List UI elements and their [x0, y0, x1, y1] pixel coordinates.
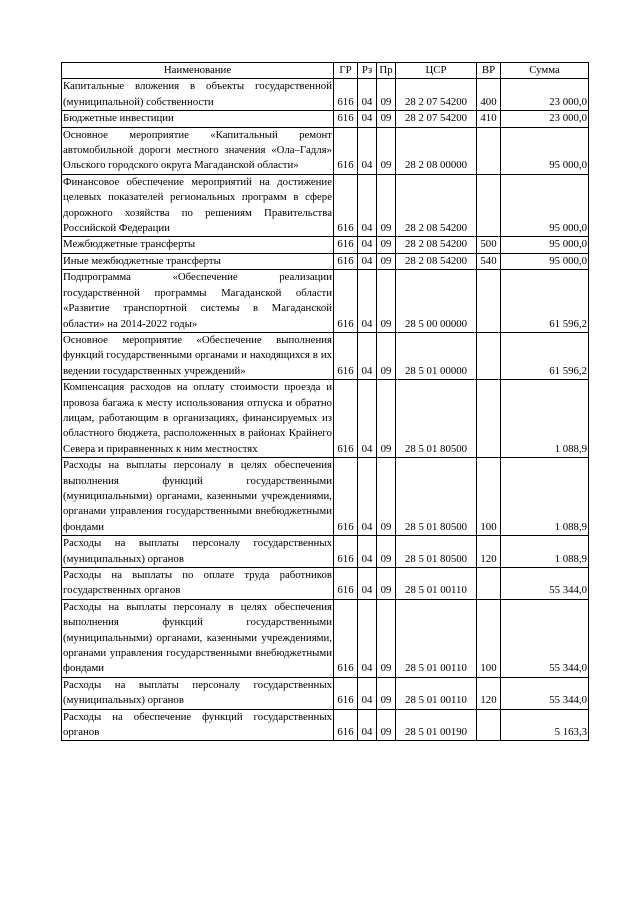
row-rz-cell: 04: [358, 270, 377, 333]
row-gr-cell: 616: [334, 568, 358, 600]
table-row: [62, 458, 589, 536]
row-sum-cell: 61 596,2: [501, 270, 589, 333]
row-pr-cell: 09: [377, 458, 396, 536]
row-gr-cell: 616: [334, 174, 358, 237]
row-rz-cell: 04: [358, 174, 377, 237]
row-name-cell: Расходы на обеспечение функций государственных органов: [62, 709, 334, 741]
row-gr-cell: 616: [334, 270, 358, 333]
row-vr-cell: [477, 270, 501, 333]
row-csr-cell: 28 5 01 00190: [396, 709, 477, 741]
row-gr-cell: 616: [334, 332, 358, 379]
row-csr-cell: 28 5 01 80500: [396, 536, 477, 568]
row-pr-cell: 09: [377, 253, 396, 269]
row-sum-cell: 23 000,0: [501, 79, 589, 111]
row-vr-cell: 100: [477, 458, 501, 536]
row-pr-cell: 09: [377, 111, 396, 127]
row-pr-cell: 09: [377, 79, 396, 111]
row-rz-cell: 04: [358, 237, 377, 253]
row-sum-cell: 95 000,0: [501, 253, 589, 269]
table-row: [62, 237, 589, 253]
row-vr-cell: 540: [477, 253, 501, 269]
header-pr: Пр: [377, 63, 396, 79]
row-gr-cell: 616: [334, 253, 358, 269]
row-sum-cell: 55 344,0: [501, 677, 589, 709]
row-name-cell: Основное мероприятие «Капитальный ремонт автомобильной дороги местного значения «Ола–Гадля» Ольского городского округа Магаданской области»: [62, 127, 334, 174]
row-sum-cell: 55 344,0: [501, 599, 589, 677]
row-gr-cell: 616: [334, 79, 358, 111]
table-row: [62, 270, 589, 333]
row-name-cell: Подпрограмма «Обеспечение реализации государственной программы Магаданской области «Развитие транспортной системы в Магаданской области» на 2014-2022 годы»: [62, 270, 334, 333]
row-pr-cell: 09: [377, 677, 396, 709]
table-row: [62, 332, 589, 379]
row-sum-cell: 95 000,0: [501, 174, 589, 237]
header-gr: ГР: [334, 63, 358, 79]
row-name-cell: Капитальные вложения в объекты государственной (муниципальной) собственности: [62, 79, 334, 111]
row-vr-cell: 120: [477, 677, 501, 709]
header-rz: Рз: [358, 63, 377, 79]
row-rz-cell: 04: [358, 677, 377, 709]
row-sum-cell: 55 344,0: [501, 568, 589, 600]
row-name-cell: Межбюджетные трансферты: [62, 237, 334, 253]
row-csr-cell: 28 2 07 54200: [396, 111, 477, 127]
row-csr-cell: 28 5 01 00000: [396, 332, 477, 379]
row-vr-cell: [477, 709, 501, 741]
row-rz-cell: 04: [358, 380, 377, 458]
row-sum-cell: 1 088,9: [501, 458, 589, 536]
row-rz-cell: 04: [358, 709, 377, 741]
row-csr-cell: 28 2 08 00000: [396, 127, 477, 174]
table-row: [62, 568, 589, 600]
row-sum-cell: 1 088,9: [501, 380, 589, 458]
row-gr-cell: 616: [334, 127, 358, 174]
row-pr-cell: 09: [377, 174, 396, 237]
table-row: [62, 380, 589, 458]
row-csr-cell: 28 5 01 00110: [396, 677, 477, 709]
row-pr-cell: 09: [377, 237, 396, 253]
row-name-cell: Расходы на выплаты персоналу в целях обеспечения выполнения функций государственными (муниципальными) органами, казенными учреждениями, органами управления государственными внебюджетными фондами: [62, 458, 334, 536]
table-row: [62, 599, 589, 677]
row-vr-cell: 410: [477, 111, 501, 127]
header-name: Наименование: [62, 63, 334, 79]
row-pr-cell: 09: [377, 270, 396, 333]
table-row: [62, 536, 589, 568]
row-pr-cell: 09: [377, 568, 396, 600]
row-pr-cell: 09: [377, 332, 396, 379]
row-rz-cell: 04: [358, 458, 377, 536]
row-rz-cell: 04: [358, 127, 377, 174]
row-gr-cell: 616: [334, 709, 358, 741]
table-row: [62, 174, 589, 237]
row-rz-cell: 04: [358, 599, 377, 677]
row-rz-cell: 04: [358, 111, 377, 127]
table-row: [62, 253, 589, 269]
row-name-cell: Иные межбюджетные трансферты: [62, 253, 334, 269]
row-name-cell: Финансовое обеспечение мероприятий на достижение целевых показателей региональных программ в сфере дорожного хозяйства по решениям Правительства Российской Федерации: [62, 174, 334, 237]
row-rz-cell: 04: [358, 79, 377, 111]
row-csr-cell: 28 5 01 80500: [396, 380, 477, 458]
row-rz-cell: 04: [358, 568, 377, 600]
table-header-row: [62, 63, 589, 79]
row-vr-cell: [477, 174, 501, 237]
table-row: [62, 709, 589, 741]
row-name-cell: Расходы на выплаты персоналу государственных (муниципальных) органов: [62, 677, 334, 709]
row-name-cell: Основное мероприятие «Обеспечение выполнения функций государственными органами и находящихся в их ведении государственных учреждений»: [62, 332, 334, 379]
row-name-cell: Расходы на выплаты по оплате труда работников государственных органов: [62, 568, 334, 600]
row-gr-cell: 616: [334, 677, 358, 709]
row-vr-cell: [477, 568, 501, 600]
row-csr-cell: 28 5 00 00000: [396, 270, 477, 333]
row-rz-cell: 04: [358, 332, 377, 379]
row-name-cell: Расходы на выплаты персоналу государственных (муниципальных) органов: [62, 536, 334, 568]
row-sum-cell: 61 596,2: [501, 332, 589, 379]
row-sum-cell: 5 163,3: [501, 709, 589, 741]
row-sum-cell: 95 000,0: [501, 237, 589, 253]
row-sum-cell: 95 000,0: [501, 127, 589, 174]
row-vr-cell: 120: [477, 536, 501, 568]
header-csr: ЦСР: [396, 63, 477, 79]
row-vr-cell: [477, 127, 501, 174]
row-csr-cell: 28 2 08 54200: [396, 174, 477, 237]
row-csr-cell: 28 5 01 80500: [396, 458, 477, 536]
row-csr-cell: 28 2 08 54200: [396, 237, 477, 253]
row-rz-cell: 04: [358, 536, 377, 568]
row-gr-cell: 616: [334, 380, 358, 458]
budget-table: [61, 62, 589, 741]
row-sum-cell: 23 000,0: [501, 111, 589, 127]
row-pr-cell: 09: [377, 599, 396, 677]
row-gr-cell: 616: [334, 111, 358, 127]
budget-page: [61, 62, 589, 741]
row-name-cell: Компенсация расходов на оплату стоимости проезда и провоза багажа к месту использования отпуска и обратно лицам, работающим в организациях, финансируемых из областного бюджета, расположенных в районах Крайнего Севера и приравненных к ним местностях: [62, 380, 334, 458]
row-gr-cell: 616: [334, 458, 358, 536]
row-vr-cell: 400: [477, 79, 501, 111]
row-pr-cell: 09: [377, 709, 396, 741]
row-vr-cell: [477, 380, 501, 458]
row-vr-cell: [477, 332, 501, 379]
row-gr-cell: 616: [334, 599, 358, 677]
row-csr-cell: 28 5 01 00110: [396, 599, 477, 677]
table-row: [62, 111, 589, 127]
row-csr-cell: 28 2 08 54200: [396, 253, 477, 269]
row-vr-cell: 500: [477, 237, 501, 253]
table-row: [62, 127, 589, 174]
header-sum: Сумма: [501, 63, 589, 79]
row-sum-cell: 1 088,9: [501, 536, 589, 568]
row-csr-cell: 28 2 07 54200: [396, 79, 477, 111]
table-row: [62, 79, 589, 111]
header-vr: ВР: [477, 63, 501, 79]
row-name-cell: Расходы на выплаты персоналу в целях обеспечения выполнения функций государственными (муниципальными) органами, казенными учреждениями, органами управления государственными внебюджетными фондами: [62, 599, 334, 677]
row-rz-cell: 04: [358, 253, 377, 269]
row-pr-cell: 09: [377, 380, 396, 458]
row-name-cell: Бюджетные инвестиции: [62, 111, 334, 127]
row-csr-cell: 28 5 01 00110: [396, 568, 477, 600]
row-pr-cell: 09: [377, 536, 396, 568]
row-gr-cell: 616: [334, 237, 358, 253]
table-row: [62, 677, 589, 709]
row-gr-cell: 616: [334, 536, 358, 568]
row-vr-cell: 100: [477, 599, 501, 677]
row-pr-cell: 09: [377, 127, 396, 174]
